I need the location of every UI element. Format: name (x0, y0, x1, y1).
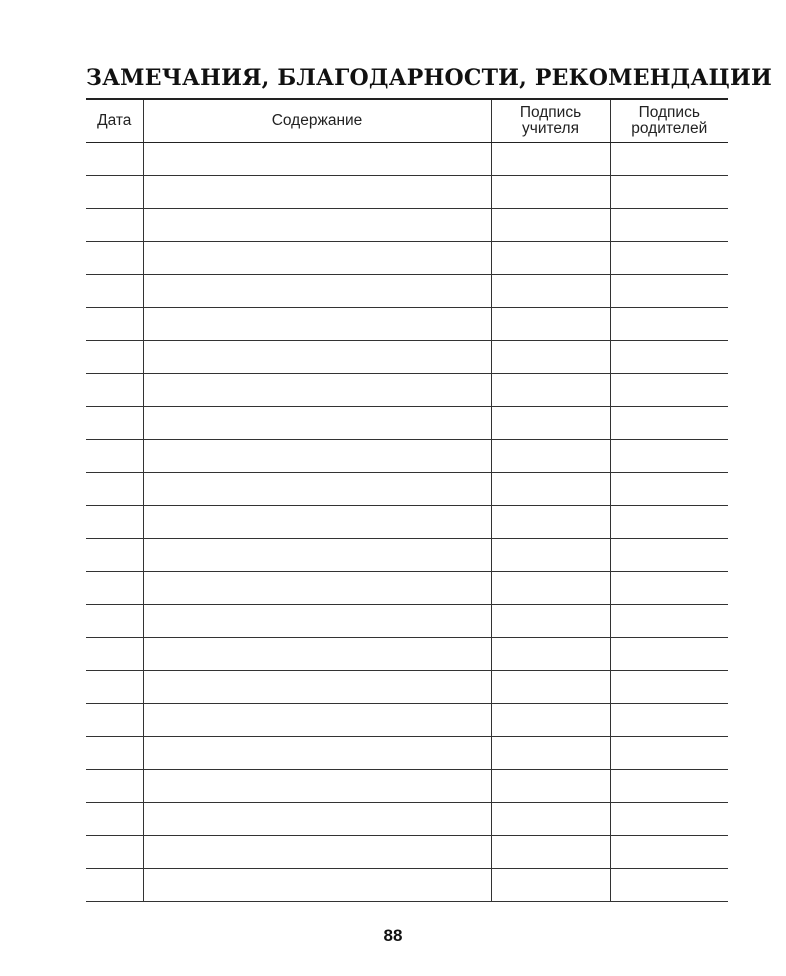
content-cell (143, 836, 491, 869)
teacher-signature-cell (491, 374, 610, 407)
content-cell (143, 143, 491, 176)
parents-signature-cell (610, 473, 728, 506)
content-cell (143, 605, 491, 638)
content-cell (143, 539, 491, 572)
parents-signature-cell (610, 803, 728, 836)
date-cell (86, 869, 143, 902)
date-cell (86, 605, 143, 638)
content-cell (143, 341, 491, 374)
table-row (86, 638, 728, 671)
teacher-signature-cell (491, 671, 610, 704)
remarks-table (86, 98, 728, 902)
teacher-signature-cell (491, 440, 610, 473)
teacher-signature-cell (491, 836, 610, 869)
content-cell (143, 176, 491, 209)
table-row (86, 539, 728, 572)
teacher-signature-cell (491, 539, 610, 572)
content-cell (143, 869, 491, 902)
content-cell (143, 473, 491, 506)
date-cell (86, 308, 143, 341)
date-cell (86, 737, 143, 770)
parents-signature-cell (610, 539, 728, 572)
parents-signature-cell (610, 407, 728, 440)
content-cell (143, 506, 491, 539)
date-cell (86, 143, 143, 176)
content-cell (143, 308, 491, 341)
date-cell (86, 572, 143, 605)
table-row (86, 440, 728, 473)
teacher-signature-cell (491, 770, 610, 803)
date-cell (86, 242, 143, 275)
teacher-signature-cell (491, 275, 610, 308)
teacher-signature-cell (491, 341, 610, 374)
content-cell (143, 209, 491, 242)
table-row (86, 143, 728, 176)
teacher-signature-cell (491, 407, 610, 440)
header-date (86, 99, 143, 143)
table-row (86, 341, 728, 374)
content-cell (143, 374, 491, 407)
table-row (86, 242, 728, 275)
header-row (86, 99, 728, 143)
content-cell (143, 407, 491, 440)
teacher-signature-cell (491, 803, 610, 836)
table-row (86, 836, 728, 869)
parents-signature-cell (610, 440, 728, 473)
table-row (86, 737, 728, 770)
table-row (86, 671, 728, 704)
parents-signature-cell (610, 770, 728, 803)
content-cell (143, 638, 491, 671)
parents-signature-cell (610, 275, 728, 308)
date-cell (86, 770, 143, 803)
parents-signature-cell (610, 638, 728, 671)
table-row (86, 209, 728, 242)
teacher-signature-cell (491, 869, 610, 902)
table-row (86, 308, 728, 341)
table-row (86, 176, 728, 209)
teacher-signature-cell (491, 143, 610, 176)
table-row (86, 275, 728, 308)
header-parents-signature (610, 99, 728, 143)
table-header (86, 99, 728, 143)
header-parents-line2: родителей (631, 120, 708, 137)
date-cell (86, 638, 143, 671)
content-cell (143, 803, 491, 836)
parents-signature-cell (610, 704, 728, 737)
table-row (86, 869, 728, 902)
teacher-signature-cell (491, 737, 610, 770)
date-cell (86, 341, 143, 374)
parents-signature-cell (610, 308, 728, 341)
header-content (143, 99, 491, 143)
teacher-signature-cell (491, 704, 610, 737)
table-row (86, 605, 728, 638)
parents-signature-cell (610, 506, 728, 539)
header-content-label: Содержание (271, 112, 363, 129)
page-number: 88 (383, 926, 403, 945)
date-cell (86, 209, 143, 242)
content-cell (143, 704, 491, 737)
teacher-signature-cell (491, 176, 610, 209)
header-teacher-line2: учителя (522, 120, 579, 137)
teacher-signature-cell (491, 506, 610, 539)
table-row (86, 770, 728, 803)
teacher-signature-cell (491, 638, 610, 671)
content-cell (143, 440, 491, 473)
parents-signature-cell (610, 572, 728, 605)
teacher-signature-cell (491, 308, 610, 341)
date-cell (86, 803, 143, 836)
header-teacher-line1: Подпись (519, 104, 582, 121)
date-cell (86, 176, 143, 209)
parents-signature-cell (610, 671, 728, 704)
date-cell (86, 374, 143, 407)
parents-signature-cell (610, 209, 728, 242)
table-row (86, 704, 728, 737)
date-cell (86, 440, 143, 473)
table-row (86, 506, 728, 539)
parents-signature-cell (610, 374, 728, 407)
table-row (86, 803, 728, 836)
header-teacher-signature (491, 99, 610, 143)
page-title: ЗАМЕЧАНИЯ, БЛАГОДАРНОСТИ, РЕКОМЕНДАЦИИ (86, 65, 772, 91)
content-cell (143, 572, 491, 605)
header-date-label: Дата (97, 112, 132, 129)
parents-signature-cell (610, 242, 728, 275)
date-cell (86, 704, 143, 737)
date-cell (86, 836, 143, 869)
teacher-signature-cell (491, 605, 610, 638)
content-cell (143, 737, 491, 770)
date-cell (86, 275, 143, 308)
date-cell (86, 671, 143, 704)
content-cell (143, 275, 491, 308)
table-row (86, 374, 728, 407)
parents-signature-cell (610, 836, 728, 869)
parents-signature-cell (610, 143, 728, 176)
table-row (86, 572, 728, 605)
teacher-signature-cell (491, 473, 610, 506)
date-cell (86, 407, 143, 440)
teacher-signature-cell (491, 209, 610, 242)
parents-signature-cell (610, 605, 728, 638)
table-row (86, 473, 728, 506)
parents-signature-cell (610, 737, 728, 770)
teacher-signature-cell (491, 572, 610, 605)
table-body (86, 143, 728, 902)
date-cell (86, 473, 143, 506)
parents-signature-cell (610, 176, 728, 209)
content-cell (143, 770, 491, 803)
date-cell (86, 506, 143, 539)
content-cell (143, 671, 491, 704)
teacher-signature-cell (491, 242, 610, 275)
content-cell (143, 242, 491, 275)
parents-signature-cell (610, 869, 728, 902)
header-parents-line1: Подпись (638, 104, 700, 121)
date-cell (86, 539, 143, 572)
parents-signature-cell (610, 341, 728, 374)
table-row (86, 407, 728, 440)
